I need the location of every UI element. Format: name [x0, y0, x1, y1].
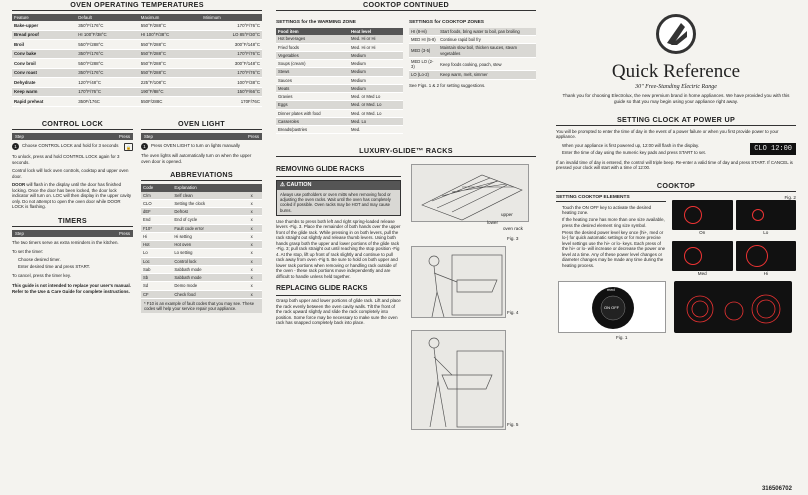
- table-cell: 550°F/288°C: [76, 59, 139, 69]
- elements-title: SETTING COOKTOP ELEMENTS: [556, 195, 666, 202]
- table-cell: x: [249, 208, 262, 216]
- table-row: [141, 274, 262, 282]
- table-row: [141, 199, 262, 207]
- table-cell: Fault code error: [172, 224, 248, 232]
- table-row: [409, 28, 536, 36]
- label-upper: upper: [501, 212, 513, 218]
- oven-light-p1: The oven lights will automatically turn on when the upper oven door is opened.: [141, 153, 252, 164]
- table-cell: Dehydrate: [12, 78, 76, 88]
- table-cell: Self clean: [172, 192, 248, 200]
- table-cell: Keep foods cooking, poach, stew: [438, 57, 536, 71]
- replacing-title: REPLACING GLIDE RACKS: [276, 285, 401, 296]
- table-cell: x: [249, 216, 262, 224]
- warming-table: [276, 28, 403, 134]
- timers-title: TIMERS: [12, 216, 133, 227]
- table-cell: Rapid preheat: [12, 97, 76, 107]
- table-row: [276, 68, 403, 76]
- table-cell: MED (3-5): [409, 44, 438, 58]
- cooktop-b3: • Press the desired power level key once (hi+, med or lo-) for quick automatic settings or for more precise level settings use the hi+ or lo- keys. Each press of the hi+ or lo- will increase or decrease the power one level at a time. Any of these power level changes or diameter changes may be made any time during the heating process.: [562, 230, 666, 269]
- warning-icon: ⚠: [280, 182, 285, 189]
- table-cell: Keep warm, melt, simmer: [438, 71, 536, 79]
- cooktop-fig2: [672, 200, 796, 278]
- table-cell: C/m: [141, 192, 172, 200]
- table-cell: Defrost: [172, 208, 248, 216]
- table-cell: Hi setting: [172, 232, 248, 240]
- abbr-note: * F10 is an example of fault codes that you may see. These codes will help your service repair your appliance.: [141, 299, 262, 314]
- table-cell: x: [249, 192, 262, 200]
- fig2-label: Fig. 2: [784, 194, 796, 200]
- table-cell: 170°F/76°C: [76, 87, 139, 97]
- table-cell: x: [249, 232, 262, 240]
- table-row: [141, 232, 262, 240]
- lock-key-icon: 🔒: [124, 143, 133, 151]
- table-cell: 170F/76C: [201, 97, 262, 107]
- table-cell: Sabbath mode: [172, 265, 248, 273]
- table-cell: Sd: [141, 282, 172, 290]
- table-cell: Medium: [349, 60, 403, 68]
- table-cell: 300°F/148°C: [201, 40, 262, 50]
- table-cell: Maintain slow boil, thicken sauces, steam vegetables: [438, 44, 536, 58]
- table-row: [141, 224, 262, 232]
- table-cell: Med. or Med Lo: [349, 93, 403, 101]
- table-cell: MED HI (5-8): [409, 36, 438, 44]
- control-lock-step1: Choose CONTROL LOCK and hold for 3 seconds: [22, 143, 119, 149]
- caption-hi: Hi: [763, 271, 768, 277]
- table-cell: x: [249, 249, 262, 257]
- table-row: [276, 60, 403, 68]
- table-cell: 170°F/76°C: [201, 68, 262, 78]
- table-row: [276, 76, 403, 84]
- table-row: [141, 282, 262, 290]
- step-number: 1: [12, 143, 19, 150]
- table-row: [276, 51, 403, 59]
- table-cell: 190°F/88°C: [139, 87, 202, 97]
- table-cell: Hi: [141, 232, 172, 240]
- table-row: [409, 57, 536, 71]
- table-cell: CLO: [141, 199, 172, 207]
- cooktop-zone-image: [736, 241, 797, 271]
- abbr-table: [141, 184, 262, 299]
- table-row: [12, 78, 262, 88]
- replace-text: Grasp both upper and lower portions of glide rack. Lift and place the rack evenly between the oven cavity walls. Tilt the front of the rack upward slightly and slide the rack completely into position. Some force may be necessary to make sure the oven rack has snapped completely back into place.: [276, 298, 401, 326]
- table-cell: Loc: [141, 257, 172, 265]
- removing-title: REMOVING GLIDE RACKS: [276, 166, 401, 177]
- table-cell: Check food: [172, 290, 248, 298]
- oven-light-section: [141, 119, 262, 313]
- table-header-cell: Food item: [276, 28, 349, 35]
- table-cell: 225°F/108°C: [139, 78, 202, 88]
- table-cell: Casseroles: [276, 117, 349, 125]
- table-cell: 350F/176C: [76, 97, 139, 107]
- table-row: [276, 93, 403, 101]
- clock-title: SETTING CLOCK AT POWER UP: [556, 115, 796, 126]
- table-cell: Bake-upper: [12, 21, 76, 30]
- table-cell: Demo mode: [172, 282, 248, 290]
- table-row: [141, 216, 262, 224]
- table-header-cell: Heat level: [349, 28, 403, 35]
- table-row: [12, 68, 262, 78]
- table-cell: x: [249, 224, 262, 232]
- table-row: [141, 208, 262, 216]
- table-cell: x: [249, 290, 262, 298]
- table-cell: Breads/pastries: [276, 126, 349, 134]
- control-lock-title: CONTROL LOCK: [12, 119, 133, 130]
- table-cell: 550F/288C: [139, 97, 202, 107]
- caution-text: Always use potholders or oven mitts when removing food or adjusting the oven racks. Wait until the oven has completely cooled if possible. Oven racks may be HOT and may cause burns.: [277, 190, 400, 215]
- table-row: [141, 249, 262, 257]
- table-cell: Hot oven: [172, 241, 248, 249]
- table-cell: F10*: [141, 224, 172, 232]
- table-cell: x: [249, 282, 262, 290]
- oven-light-step1: Press OVEN LIGHT to turn on lights manually: [151, 143, 240, 149]
- table-cell: Medium: [349, 76, 403, 84]
- table-cell: Eggs: [276, 101, 349, 109]
- step-label: Step: [15, 133, 24, 139]
- person-rack-drawing: [412, 247, 507, 319]
- fig4-label: Fig. 4: [507, 310, 519, 316]
- table-row: [141, 290, 262, 298]
- timers-p3: To cancel, press the timer key.: [12, 272, 71, 278]
- control-lock-section: [12, 119, 133, 313]
- table-row: [12, 97, 262, 107]
- table-cell: Conv roast: [12, 68, 76, 78]
- table-cell: 350°F/176°C: [76, 49, 139, 59]
- table-cell: Keep warm: [12, 87, 76, 97]
- table-cell: Conv bake: [12, 49, 76, 59]
- panel-left: [12, 0, 262, 495]
- zones-title: SETTINGS for COOKTOP ZONES: [409, 20, 484, 25]
- caption-lo: Lo: [763, 230, 769, 236]
- quick-reference-title: Quick Reference: [611, 61, 741, 82]
- table-row: [409, 44, 536, 58]
- table-row: [141, 265, 262, 273]
- table-row: [276, 109, 403, 117]
- table-row: [276, 84, 403, 92]
- cooktop-zone-image: [672, 241, 733, 271]
- table-cell: End of cycle: [172, 216, 248, 224]
- table-cell: Sab: [141, 265, 172, 273]
- table-row: [276, 101, 403, 109]
- table-header-cell: Minimum: [201, 14, 262, 21]
- person-rack-drawing: [412, 331, 507, 431]
- table-cell: x: [249, 241, 262, 249]
- table-cell: 550°F/288°C: [139, 21, 202, 30]
- table-row: [12, 59, 262, 69]
- cooktop-title: COOKTOP: [556, 181, 796, 192]
- table-cell: Fried foods: [276, 43, 349, 51]
- table-cell: HI 100°F/38°C: [76, 30, 139, 40]
- table-cell: Lo: [141, 249, 172, 257]
- table-row: [276, 35, 403, 43]
- remove-text: Use thumbs to press both left and right spring-loaded release levers -Fig. 3. Place the remainder of both hands over the upper front of the glide rack. While pressing in on both levers, pull the rack straight out slightly and release thumb levers. Using both hands grasp both the upper and lower portions of the glide rack -Fig. 3; pull rack straight out until reaching the stop position -Fig 4. At the stop, lift up front of rack slightly and continue to pull rack away from oven -Fig 5. Be sure to hold on both upper and lower rack portions when removing or handling rack outside of the oven - these rack portions move independently and are difficult to handle unless held together.: [276, 218, 401, 279]
- table-cell: 350°F/176°C: [76, 68, 139, 78]
- timers-p2: To set the timer:: [12, 248, 44, 254]
- zones-note: See Figs. 1 & 2 for setting suggestions.: [409, 82, 486, 88]
- luxury-title: LUXURY-GLIDE™ RACKS: [276, 146, 536, 157]
- table-row: [12, 49, 262, 59]
- table-cell: Bread proof: [12, 30, 76, 40]
- table-row: [12, 30, 262, 40]
- clock-p2: If an invalid time of day is entered, the control will triple beep. Re-enter a valid time of day and press START. If CANCEL is pressed your clock will start with a time of 12:00.: [556, 159, 793, 171]
- guide-note: This guide is not intended to replace your user's manual. Refer to the Use & Care Guide for complete instructions.: [12, 283, 131, 294]
- press-label: Press: [119, 133, 130, 139]
- table-cell: 550°F/288°C: [139, 49, 202, 59]
- table-cell: Continue rapid boil fry: [438, 36, 536, 44]
- press-label: Press: [248, 133, 259, 139]
- table-cell: 120°F/48°C: [76, 78, 139, 88]
- table-row: [276, 117, 403, 125]
- press-label: Press: [119, 230, 130, 236]
- table-cell: Conv broil: [12, 59, 76, 69]
- caption-on: On: [699, 230, 706, 236]
- table-cell: HI 100°F/38°C: [139, 30, 202, 40]
- table-cell: Stews: [276, 68, 349, 76]
- knob-med: med: [607, 286, 615, 292]
- table-cell: x: [249, 265, 262, 273]
- table-cell: 350°F/176°C: [76, 21, 139, 30]
- table-cell: End: [141, 216, 172, 224]
- part-number: 316506702: [761, 485, 792, 492]
- panel-right: [556, 0, 796, 495]
- table-cell: MED LO (2-3): [409, 57, 438, 71]
- warming-title: SETTINGS for the WARMING ZONE: [276, 20, 356, 25]
- table-cell: Soups (cream): [276, 60, 349, 68]
- oven-light-title: OVEN LIGHT: [141, 119, 262, 130]
- table-row: [12, 87, 262, 97]
- table-header-cell: Default: [76, 14, 139, 21]
- table-cell: Vegetables: [276, 51, 349, 59]
- table-cell: Med. Hi or Hi: [349, 43, 403, 51]
- table-cell: Broil: [12, 40, 76, 50]
- zones-table: [409, 28, 536, 80]
- table-row: [409, 71, 536, 79]
- table-cell: Med. Lo: [349, 117, 403, 125]
- table-cell: 300°F/148°C: [201, 59, 262, 69]
- table-row: [12, 21, 262, 30]
- oven-temps-title: OVEN OPERATING TEMPERATURES: [12, 0, 262, 11]
- table-row: [141, 192, 262, 200]
- table-cell: Med. or Med. Lo: [349, 101, 403, 109]
- label-lower: lower: [487, 220, 498, 226]
- table-header-cell: Code: [141, 184, 172, 191]
- table-cell: 550°F/288°C: [139, 68, 202, 78]
- table-cell: x: [249, 199, 262, 207]
- table-cell: 550°F/288°C: [139, 40, 202, 50]
- fig3-label: Fig. 3: [507, 236, 519, 242]
- cooktop-zone-image: [736, 200, 797, 230]
- cooktop-zone-image: [672, 200, 733, 230]
- table-header-cell: [249, 184, 262, 191]
- table-cell: Control lock: [172, 257, 248, 265]
- table-cell: Setting the clock: [172, 199, 248, 207]
- panel-middle: [276, 0, 536, 495]
- table-cell: Med. or Med. Lo: [349, 109, 403, 117]
- brand-logo: [656, 14, 696, 54]
- door-bold: DOOR: [12, 182, 26, 188]
- table-cell: Sb: [141, 274, 172, 282]
- table-row: [409, 36, 536, 44]
- cooktop-b1: • Touch the ON OFF key to activate the desired heating zone.: [562, 205, 666, 216]
- step-number: 1: [141, 143, 148, 150]
- knob-on-off: ON OFF: [604, 304, 620, 310]
- control-lock-p2: Control lock will lock oven controls, cooktop and upper oven door.: [12, 168, 129, 179]
- table-cell: Med.: [349, 126, 403, 134]
- table-cell: 100°F/38°C: [201, 78, 262, 88]
- cooktop-cont-title: COOKTOP CONTINUED: [276, 0, 536, 11]
- clock-p1: You will be prompted to enter the time of day in the event of a power failure or when you first provide power to your appliance.: [556, 128, 779, 140]
- clock-b1: • When your appliance is first powered up, 12:00 will flash in the display.: [562, 143, 746, 149]
- control-lock-p1: To unlock, press and hold CONTROL LOCK again for 3 seconds.: [12, 154, 120, 165]
- table-row: [12, 40, 262, 50]
- table-cell: Medium: [349, 51, 403, 59]
- table-cell: Hot: [141, 241, 172, 249]
- table-cell: LO 85°F/30°C: [201, 30, 262, 40]
- table-cell: Medium: [349, 68, 403, 76]
- label-oven-rack: oven rack: [503, 226, 523, 232]
- abbr-title: ABBREVIATIONS: [141, 170, 262, 181]
- table-row: [276, 43, 403, 51]
- table-cell: CF: [141, 290, 172, 298]
- cooktop-top-view: [674, 281, 792, 333]
- table-row: [276, 126, 403, 134]
- table-cell: Start foods, bring water to boil, pan broiling: [438, 28, 536, 36]
- control-knob-diagram: [558, 281, 666, 333]
- fig4-image: [411, 246, 506, 318]
- clock-display: CLO 12:00: [750, 143, 796, 156]
- table-row: [141, 241, 262, 249]
- table-cell: 170°F/76°C: [201, 21, 262, 30]
- caution-box: [276, 180, 401, 216]
- table-cell: Medium: [349, 84, 403, 92]
- table-header-cell: Maximum: [139, 14, 202, 21]
- knob-hi: hi +: [635, 317, 642, 323]
- table-header-cell: Explanation: [172, 184, 248, 191]
- table-cell: LO (Lo-2): [409, 71, 438, 79]
- clock-b2: • Enter the time of day using the numeric key pads and press START to set.: [562, 150, 746, 156]
- cooktop-b2: • If the heating zone has more than one size available, press the desired element ring size symbol.: [562, 217, 666, 228]
- table-cell: Sauces: [276, 76, 349, 84]
- quick-reference-subtitle: 30" Free-Standing Electric Range: [635, 83, 717, 90]
- timers-b1: • Choose desired timer.: [18, 257, 133, 263]
- table-cell: Dinner plates with food: [276, 109, 349, 117]
- timers-p1: The two timers serve as extra reminders in the kitchen.: [12, 240, 119, 246]
- step-label: Step: [15, 230, 24, 236]
- fig5-label: Fig. 5: [507, 422, 519, 428]
- caution-title: CAUTION: [286, 182, 312, 189]
- table-cell: Hot beverages: [276, 35, 349, 43]
- step-label: Step: [144, 133, 153, 139]
- table-cell: dEF: [141, 208, 172, 216]
- fig1-label: Fig. 1: [616, 334, 628, 340]
- knob-lo: lo -: [581, 317, 587, 323]
- table-cell: HI (8-Hi): [409, 28, 438, 36]
- table-cell: 170°F/76°C: [201, 49, 262, 59]
- caption-med: Med: [697, 271, 707, 277]
- timers-b2: • Enter desired time and press START.: [18, 264, 133, 270]
- oven-temps-table: [12, 14, 262, 107]
- table-cell: Sabbath mode: [172, 274, 248, 282]
- table-header-cell: Feature: [12, 14, 76, 21]
- table-cell: x: [249, 257, 262, 265]
- table-cell: 150°F/66°C: [201, 87, 262, 97]
- table-cell: Meats: [276, 84, 349, 92]
- table-cell: 550°F/288°C: [76, 40, 139, 50]
- table-cell: 550°F/288°C: [139, 59, 202, 69]
- intro-text: Thank you for choosing Electrolux, the new premium brand in home appliances. We have provided you with this guide so that you may begin using your appliance right away.: [562, 93, 790, 104]
- table-cell: Lo setting: [172, 249, 248, 257]
- fig5-image: [411, 330, 506, 430]
- table-cell: x: [249, 274, 262, 282]
- table-row: [141, 257, 262, 265]
- table-cell: Med. Hi or Hi: [349, 35, 403, 43]
- control-lock-p3: will flash in the display until the door has finished locking. Once the door has been locked, the door lock indicator will turn on. LOC will then display in the upper cavity only. Do not attempt to open the oven door while DOOR LOCK is flashing.: [12, 182, 132, 210]
- table-cell: Gravies: [276, 93, 349, 101]
